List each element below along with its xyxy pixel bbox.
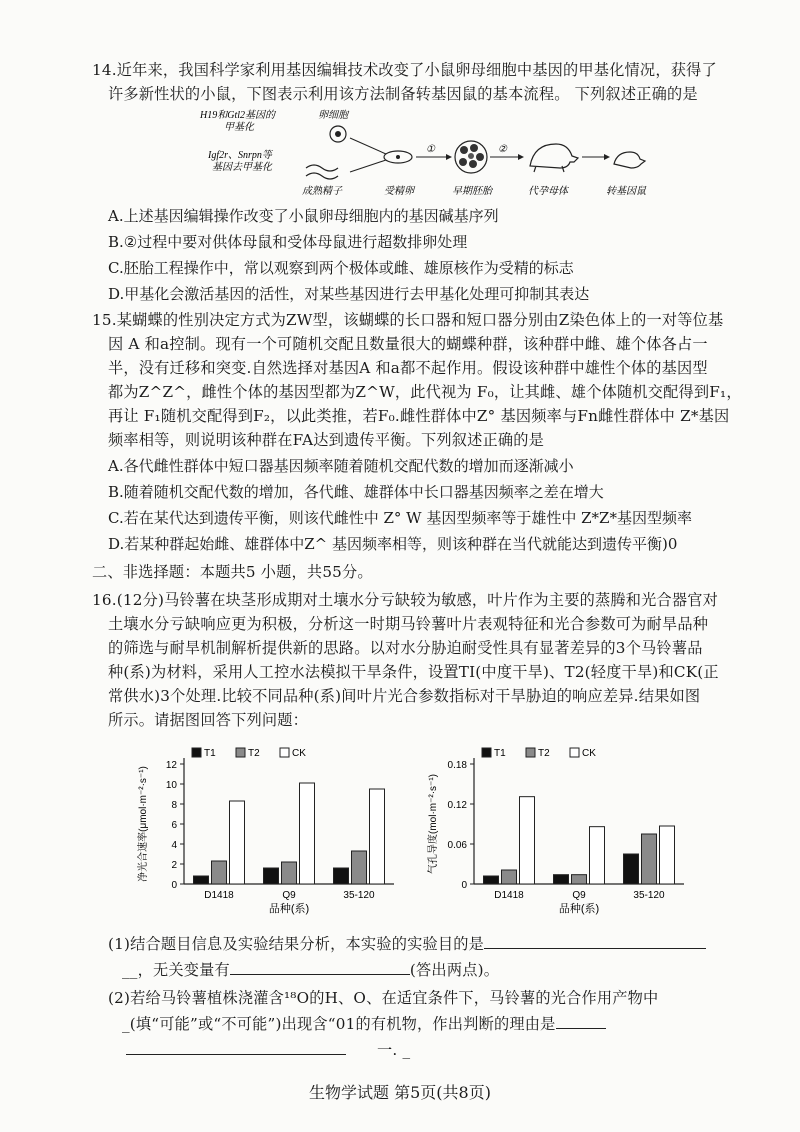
bar-t1-d1418: [194, 876, 209, 884]
y-tick-label: 8: [171, 800, 177, 811]
bar-t2-d1418: [212, 861, 227, 884]
q15-stem-line-6: 频率相等，则说明该种群在FA达到遗传平衡。下列叙述正确的是: [108, 431, 545, 449]
diag-label-embryo: 早期胚胎: [452, 186, 492, 197]
q15-stem-line-4: 都为Z^Z^，雌性个体的基因型都为Z^W，此代视为 F₀，让其雌、雄个体随机交配得到F₁，: [108, 383, 742, 401]
q16-sub1-text-b1: __，无关变量有: [122, 961, 230, 979]
bar-t1-q9: [264, 868, 279, 884]
q14-stem-line-1: 14.近年来，我国科学家利用基因编辑技术改变了小鼠卵母细胞中基因的甲基化情况，获得了: [92, 61, 717, 79]
q16-sub2-line-2: [122, 1014, 606, 1034]
q16-sub2-text-a: (2)若给马铃薯植株浇灌含¹⁸O的H、O、在适宜条件下，马铃薯的光合作用产物中: [108, 989, 659, 1007]
category-label: 35-120: [633, 890, 665, 901]
diag-label-mouse: 转基因鼠: [606, 186, 646, 197]
section-heading: 二、非选择题：本题共5 小题，共55分。: [92, 563, 373, 581]
q16-sub1-line-1: [108, 934, 706, 954]
bar-ck-35-120: [370, 789, 385, 884]
y-tick-label: 10: [165, 780, 177, 791]
bar-t1-35-120: [334, 868, 349, 884]
category-label: D1418: [494, 890, 524, 901]
legend-swatch-t1: [192, 748, 201, 757]
q15-stem-line-5: 再让 F₁随机交配得到F₂，以此类推，若F₀.雌性群体中Z° 基因频率与Fn雌性群体中 Z*基因: [108, 407, 730, 425]
category-label: Q9: [572, 890, 586, 901]
y-tick-label: 0: [171, 880, 177, 891]
q16-sub1-text-a: (1)结合题目信息及实验结果分析，本实验的实验目的是: [108, 935, 485, 953]
category-label: Q9: [282, 890, 296, 901]
y-tick-label: 12: [165, 760, 177, 771]
bar-t2-35-120: [642, 834, 657, 884]
legend-swatch-t1: [482, 748, 491, 757]
legend-swatch-t2: [236, 748, 245, 757]
arrow-egg-to-zygote: [350, 138, 386, 154]
bar-ck-35-120: [660, 826, 675, 884]
x-axis-label: 品种(系): [558, 903, 600, 915]
y-axis-label: 净光合速率(μmol·m⁻²·s⁻¹): [138, 766, 149, 882]
legend-label-ck: CK: [582, 748, 596, 759]
legend-label-ck: CK: [292, 748, 306, 759]
embryo-icon: [455, 141, 487, 173]
x-axis-label: 品种(系): [268, 903, 310, 915]
diag-label-zygote: 受精卵: [384, 186, 414, 197]
legend-swatch-t2: [526, 748, 535, 757]
q15-stem-line-1: 15.某蝴蝶的性别决定方式为ZW型，该蝴蝶的长口器和短口器分别由Z染色体上的一对等位基: [92, 311, 724, 329]
category-label: 35-120: [343, 890, 375, 901]
page-footer: 生物学试题 第5页(共8页): [309, 1083, 491, 1102]
legend-label-t1: T1: [494, 748, 506, 759]
legend-label-t2: T2: [248, 748, 260, 759]
q15-option-b: B.随着随机交配代数的增加，各代雌、雄群体中长口器基因频率之差在增大: [108, 483, 604, 501]
bar-t1-35-120: [624, 854, 639, 884]
y-tick-label: 6: [171, 820, 177, 831]
diag-label-mother: 代孕母体: [528, 186, 568, 197]
q15-option-d: D.若某种群起始雌、雄群体中Z^ 基因频率相等，则该种群在当代就能达到遗传平衡)0: [108, 535, 678, 553]
bar-ck-d1418: [520, 797, 535, 884]
q14-option-a: A.上述基因编辑操作改变了小鼠卵母细胞内的基因碱基序列: [108, 207, 499, 225]
q14-option-d: D.甲基化会激活基因的活性，对某些基因进行去甲基化处理可抑制其表达: [108, 285, 590, 303]
bar-t1-q9: [554, 875, 569, 884]
q15-stem-line-3: 半，没有迁移和突变.自然选择对基因A 和a都不起作用。假设该种群中雄性个体的基因型: [108, 359, 708, 377]
bar-t2-d1418: [502, 870, 517, 884]
diag-label-sperm: 成熟精子: [302, 186, 342, 197]
q16-stem-line-1: 16.(12分)马铃薯在块茎形成期对土壤水分亏缺较为敏感，叶片作为主要的蒸腾和光合器官对: [92, 591, 719, 609]
transgenic-mouse-icon: [614, 152, 645, 168]
q16-stem-line-6: 所示。请据图回答下列问题：: [108, 711, 309, 729]
q16-sub1-line-2: [122, 960, 499, 980]
q15-option-c: C.若在某代达到遗传平衡，则该代雌性中 Z° W 基因型频率等于雄性中 Z*Z*基因型频率: [108, 509, 692, 527]
category-label: D1418: [204, 890, 234, 901]
y-tick-label: 0.18: [447, 760, 467, 771]
q14-option-b: B.②过程中要对供体母鼠和受体母鼠进行超数排卵处理: [108, 233, 468, 251]
bar-ck-q9: [590, 827, 605, 884]
surrogate-mouse-icon: [530, 144, 578, 172]
q16-stem-line-4: 种(系)为材料，采用人工控水法模拟干旱条件，设置TI(中度干旱)、T2(轻度干旱)和CK(正: [108, 663, 719, 681]
bar-t2-35-120: [352, 851, 367, 884]
q16-sub2-line-3: [126, 1040, 410, 1060]
y-tick-label: 0: [461, 880, 467, 891]
bar-t1-d1418: [484, 876, 499, 884]
egg-nucleus-icon: [335, 131, 341, 137]
diag-label-igf-1: Igf2r、Snrpn等: [208, 150, 272, 161]
diag-step1: ①: [426, 144, 435, 155]
q15-stem-line-2: 因 A 和a控制。现有一个可随机交配且数量很大的蝴蝶种群，该种群中雌、雄个体各占一: [108, 335, 708, 353]
bar-ck-q9: [300, 783, 315, 884]
q16-sub1-text-b2: (答出两点)。: [409, 961, 500, 979]
net-photosynthesis-chart: [130, 742, 420, 932]
legend-swatch-ck: [280, 748, 289, 757]
answer-blank-reason[interactable]: [126, 1040, 346, 1055]
legend-label-t2: T2: [538, 748, 550, 759]
answer-blank-purpose[interactable]: [484, 934, 706, 949]
diag-label-h19-2: 甲基化: [224, 122, 254, 133]
q14-flow-diagram: [190, 106, 650, 202]
q16-stem-line-2: 土壤水分亏缺响应更为积极，分析这一时期马铃薯叶片表观特征和光合参数可为耐旱品种: [108, 615, 709, 633]
sperm-icon: [306, 165, 338, 179]
y-tick-label: 0.12: [447, 800, 467, 811]
q16-stem-line-3: 的筛选与耐旱机制解析提供新的思路。以对水分胁迫耐受性具有显著差异的3个马铃薯品: [108, 639, 703, 657]
legend-swatch-ck: [570, 748, 579, 757]
y-tick-label: 4: [171, 840, 177, 851]
diag-step2: ②: [498, 144, 507, 155]
answer-blank-reason-start[interactable]: [556, 1014, 606, 1029]
diag-label-igf-2: 基因去甲基化: [212, 162, 272, 173]
y-tick-label: 2: [171, 860, 177, 871]
q16-sub2-text-b1: _(填“可能”或“不可能”)出现含“01的有机物，作出判断的理由是: [122, 1015, 556, 1033]
legend-label-t1: T1: [204, 748, 216, 759]
q15-option-a: A.各代雌性群体中短口器基因频率随着随机交配代数的增加而逐渐减小: [108, 457, 574, 475]
q14-option-c: C.胚胎工程操作中，常以观察到两个极体或雌、雄原核作为受精的标志: [108, 259, 574, 277]
q16-sub2-line-1: [108, 988, 658, 1008]
diag-label-egg: 卵细胞: [318, 110, 348, 121]
bar-t2-q9: [572, 875, 587, 884]
bar-t2-q9: [282, 862, 297, 884]
y-axis-label: 气孔导度(mol·m⁻²·s⁻¹): [428, 774, 439, 874]
bar-ck-d1418: [230, 801, 245, 884]
q16-sub2-text-c: 一. _: [377, 1041, 411, 1059]
y-tick-label: 0.06: [447, 840, 467, 851]
q16-stem-line-5: 常供水)3个处理.比较不同品种(系)间叶片光合参数指标对干旱胁迫的响应差异.结果如图: [108, 687, 701, 705]
q14-stem-line-2: 许多新性状的小鼠，下图表示利用该方法制备转基因鼠的基本流程。 下列叙述正确的是: [108, 85, 698, 103]
arrow-sperm-to-zygote: [350, 160, 386, 172]
stomatal-conductance-chart: [420, 742, 710, 932]
answer-blank-variables[interactable]: [230, 960, 410, 975]
diag-label-h19-1: H19和Gtl2基因的: [200, 110, 275, 121]
